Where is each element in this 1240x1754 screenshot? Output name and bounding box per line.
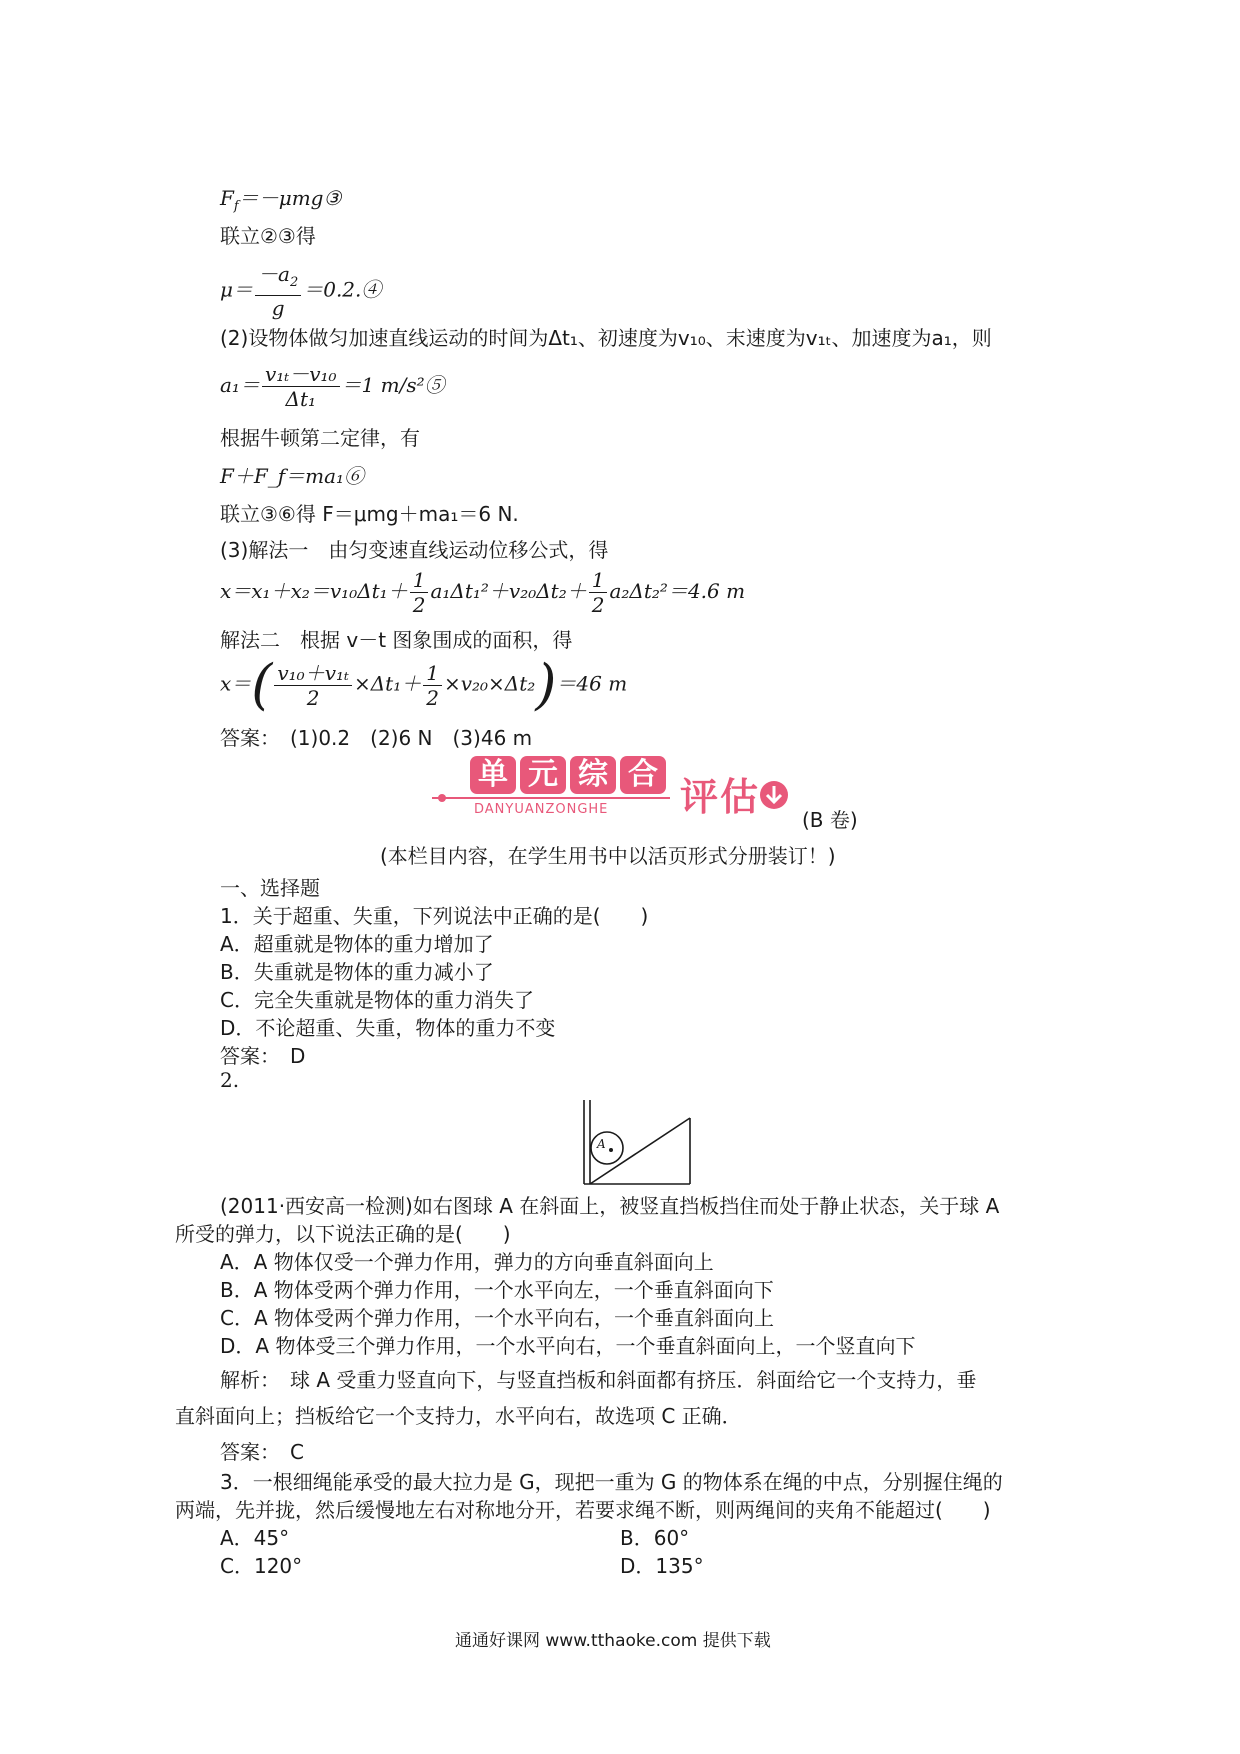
eq-x-method1: x＝x₁＋x₂＝v₁₀Δt₁＋ $\frac{1}{2}$ a₁Δt₁²＋v₂₀Δt₂＋ $\frac{1}{2}$ a₂Δt₂²＝4.6 m: [220, 568, 746, 617]
q2-stem-1: (2011·西安高一检测)如右图球 A 在斜面上，被竖直挡板挡住而处于静止状态，关于球 A: [220, 1194, 1000, 1218]
text-part-2: (2)设物体做匀加速直线运动的时间为Δt₁、初速度为v₁₀、末速度为v₁ₜ、加速度为a₁，则: [220, 326, 992, 350]
text-part-3: (3)解法一 由匀变速直线运动位移公式，得: [220, 538, 609, 562]
fraction-half-2: $\frac{1}{2}$: [589, 568, 608, 617]
fraction-half-1: $\frac{1}{2}$: [410, 568, 429, 617]
text-newton-second-law: 根据牛顿第二定律，有: [220, 426, 420, 450]
q3-stem-2: 两端，先并拢，然后缓慢地左右对称地分开，若要求绳不断，则两绳间的夹角不能超过( ): [175, 1498, 991, 1522]
fraction-mu: $\frac{-a_2}{g}$: [255, 262, 301, 320]
text-notice: (本栏目内容，在学生用书中以活页形式分册装订！): [380, 844, 836, 868]
eq-x-method2: x＝( $\frac{\text{v₁₀＋v₁ₜ}}{2}$ ×Δt₁＋ $\frac{1}{2}$ ×v₂₀×Δt₂)＝46 m: [220, 653, 628, 716]
q3-option-c: C．120°: [220, 1554, 303, 1578]
fraction-half-3: $\frac{1}{2}$: [423, 661, 442, 710]
q3-option-b: B．60°: [620, 1526, 690, 1550]
banner-title: 单元综合: [478, 757, 678, 792]
q1-option-c: C．完全失重就是物体的重力消失了: [220, 988, 534, 1012]
q2-option-a: A．A 物体仅受一个弹力作用，弹力的方向垂直斜面向上: [220, 1250, 714, 1274]
text-lianli-23: 联立②③得: [220, 224, 316, 248]
q2-option-b: B．A 物体受两个弹力作用，一个水平向左，一个垂直斜面向下: [220, 1278, 774, 1302]
q2-stem-2: 所受的弹力，以下说法正确的是( ): [175, 1222, 511, 1246]
fraction-a1: $\frac{\text{v₁ₜ－v₁₀}}{\text{Δt₁}}$: [262, 362, 340, 411]
q1-option-a: A．超重就是物体的重力增加了: [220, 932, 494, 956]
eq-a1: a₁＝ $\frac{\text{v₁ₜ－v₁₀}}{\text{Δt₁}}$ ＝1 m/s²⑤: [220, 362, 445, 411]
text-answer-1: 答案： (1)0.2 (2)6 N (3)46 m: [220, 726, 533, 750]
section-heading: 一、选择题: [220, 876, 320, 900]
label-juan: (B 卷): [802, 808, 858, 832]
banner-pinyin: DANYUANZONGHE: [474, 802, 609, 817]
q2-answer: 答案： C: [220, 1440, 304, 1464]
q2-analysis-1: 解析： 球 A 受重力竖直向下，与竖直挡板和斜面都有挤压．斜面给它一个支持力，垂: [220, 1368, 977, 1392]
section-banner: [430, 752, 810, 820]
eq-6: F＋F_f＝ma₁⑥: [220, 464, 365, 488]
fraction-x2: $\frac{\text{v₁₀＋v₁ₜ}}{2}$: [274, 661, 352, 710]
page-footer: 通通好课网 www.tthaoke.com 提供下载: [455, 1631, 771, 1651]
q1-stem: 1．关于超重、失重，下列说法中正确的是( ): [220, 904, 649, 928]
q3-option-a: A．45°: [220, 1526, 290, 1550]
q3-option-d: D．135°: [620, 1554, 704, 1578]
q3-stem-1: 3．一根细绳能承受的最大拉力是 G，现把一重为 G 的物体系在绳的中点，分别握住绳的: [220, 1470, 1003, 1494]
text-method-2: 解法二 根据 v－t 图象围成的面积，得: [220, 628, 573, 652]
q2-option-c: C．A 物体受两个弹力作用，一个水平向右，一个垂直斜面向上: [220, 1306, 775, 1330]
q2-option-d: D．A 物体受三个弹力作用，一个水平向右，一个垂直斜面向上，一个竖直向下: [220, 1334, 916, 1358]
figure-ball-on-incline: [580, 1098, 700, 1188]
eq-friction: $F_f=-\mu mg③$: [220, 186, 342, 214]
figure-label-a: A: [597, 1137, 606, 1151]
q1-option-d: D．不论超重、失重，物体的重力不变: [220, 1016, 556, 1040]
eq-mu: μ＝ $\frac{-a_2}{g}$ ＝0.2.④: [220, 262, 382, 320]
q1-option-b: B．失重就是物体的重力减小了: [220, 960, 494, 984]
banner-sub: 评估: [680, 775, 761, 819]
q2-number: 2.: [220, 1068, 240, 1092]
q1-answer: 答案： D: [220, 1044, 306, 1068]
text-lianli-36: 联立③⑥得 F＝μmg＋ma₁＝6 N.: [220, 502, 519, 526]
q2-analysis-2: 直斜面向上；挡板给它一个支持力，水平向右，故选项 C 正确．: [175, 1404, 742, 1428]
